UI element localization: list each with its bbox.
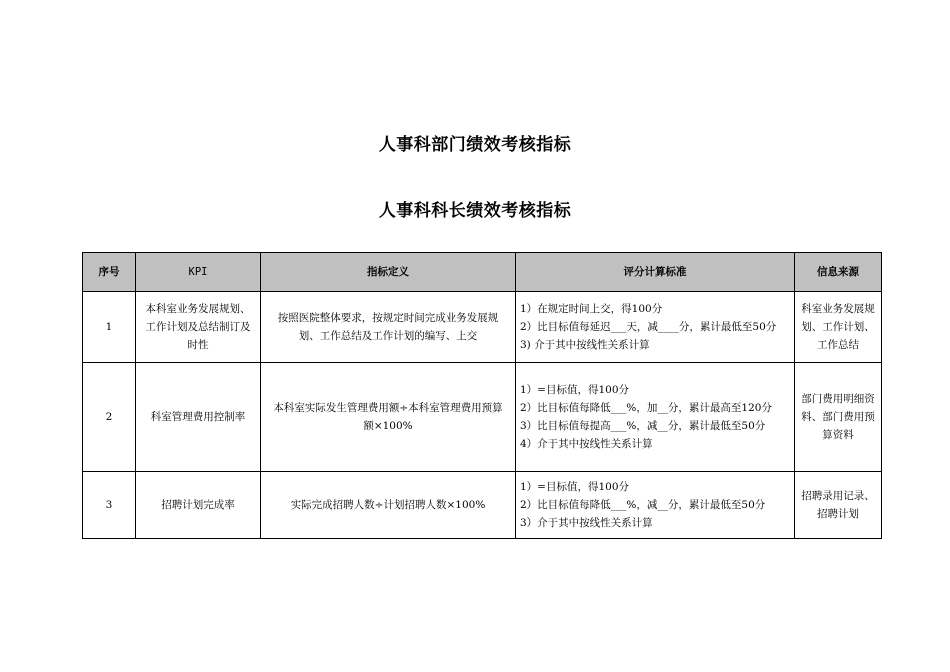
criteria-line: 3）比目标值每提高___%，减__分，累计最低至50分 (520, 420, 766, 432)
criteria-line: 2）比目标值每降低___%，减__分，累计最低至50分 (520, 499, 766, 511)
table-body (83, 292, 882, 539)
document-title: 人事科部门绩效考核指标 (378, 135, 572, 155)
criteria-line: 2）比目标值每降低___%，加__分，累计最高至120分 (520, 402, 772, 414)
cell-seq: 2 (83, 363, 136, 472)
criteria-line: 2）比目标值每延迟___天，减____分，累计最低至50分 (520, 321, 777, 333)
criteria-line: 3) 介于其中按线性关系计算 (520, 339, 650, 351)
table-row (83, 292, 882, 363)
cell-seq: 1 (83, 292, 136, 363)
cell-definition: 按照医院整体要求，按规定时间完成业务发展规划、工作总结及工作计划的编写、上交 (261, 292, 516, 363)
cell-source: 科室业务发展规划、工作计划、工作总结 (795, 292, 882, 363)
criteria-line: 3）介于其中按线性关系计算 (520, 517, 653, 529)
table-row (83, 472, 882, 539)
criteria-line: 1）在规定时间上交，得100分 (520, 303, 663, 315)
criteria-line: 1）=目标值，得100分 (520, 384, 630, 396)
criteria-line: 1）=目标值，得100分 (520, 481, 630, 493)
header-criteria: 评分计算标准 (516, 253, 795, 292)
document-subtitle: 人事科科长绩效考核指标 (378, 201, 572, 221)
cell-kpi: 科室管理费用控制率 (136, 363, 261, 472)
header-source: 信息来源 (795, 253, 882, 292)
header-seq: 序号 (83, 253, 136, 292)
header-row (83, 253, 882, 292)
table-header (83, 253, 882, 292)
cell-seq: 3 (83, 472, 136, 539)
cell-criteria (516, 472, 795, 539)
cell-definition: 本科室实际发生管理费用额÷本科室管理费用预算额×100% (261, 363, 516, 472)
cell-kpi: 招聘计划完成率 (136, 472, 261, 539)
cell-source: 部门费用明细资料、部门费用预算资料 (795, 363, 882, 472)
cell-definition: 实际完成招聘人数÷计划招聘人数×100% (261, 472, 516, 539)
criteria-line: 4）介于其中按线性关系计算 (520, 438, 653, 450)
kpi-table (82, 252, 882, 539)
cell-criteria (516, 363, 795, 472)
cell-kpi: 本科室业务发展规划、工作计划及总结制订及时性 (136, 292, 261, 363)
cell-criteria (516, 292, 795, 363)
header-kpi: KPI (136, 253, 261, 292)
table-row (83, 363, 882, 472)
cell-source: 招聘录用记录、招聘计划 (795, 472, 882, 539)
header-definition: 指标定义 (261, 253, 516, 292)
